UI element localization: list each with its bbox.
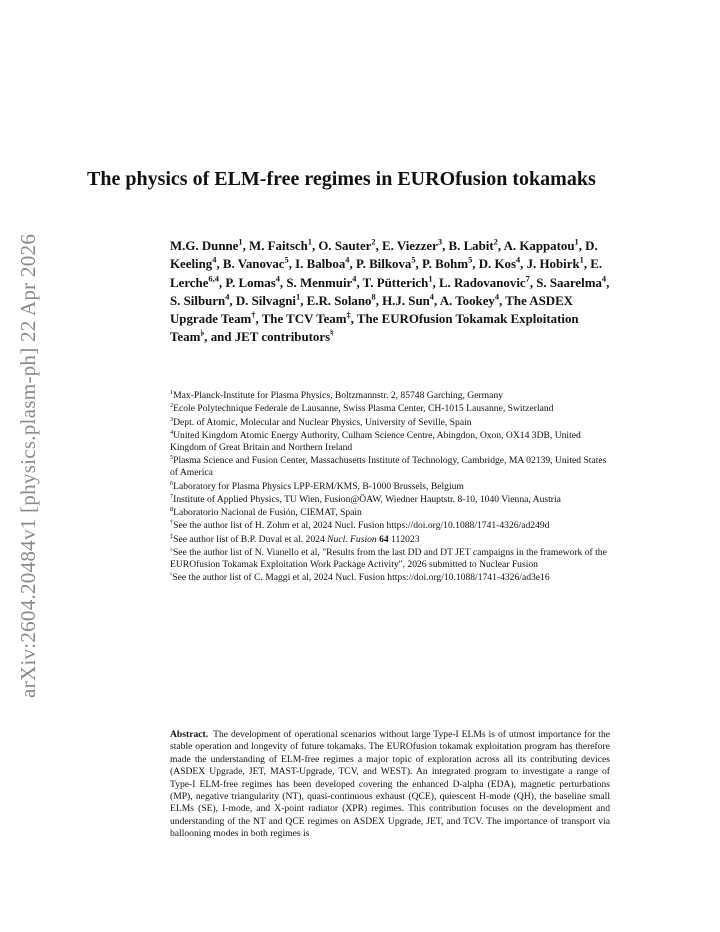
affiliation-text: See author list of B.P. Duval et al. 2024	[173, 533, 328, 545]
affiliation-mark: ‡	[170, 532, 174, 540]
author-name: D. Silvagni	[235, 293, 297, 308]
affiliation-item	[170, 520, 615, 532]
author-name: D. Kos	[478, 257, 516, 272]
author-list: M.G. Dunne$^1$, M. Faitsch$^1$, O. Sauter$^2$, E. Viezzer$^3$, B. Labit$^2$, A. Kappatou$^1$, D. Keeling$^4$, B. Vanovac$^5$, I. Balboa$^4$, P. Bilkova$^5$, P. Bohm$^5$, D. Kos$^4$, J. Hobirk$^1$, E. Lerche$^{6,4}$, P. Lomas$^4$, S. Menmuir$^4$, T. Pütterich$^1$, L. Radovanovic$^7$, S. Saarelma$^4$, S. Silburn$^4$, D. Silvagni$^1$, E.R. Solano$^8$, H.J. Sun$^4$, A. Tookey$^4$, The ASDEX Upgrade Team†, The TCV Team‡, The EUROfusion Tokamak Exploitation Team♭, and JET contributors♮	[170, 237, 610, 345]
arxiv-identifier	[16, 208, 46, 698]
author-affiliation-mark: †	[251, 310, 256, 320]
affiliation-mark: 1	[170, 388, 174, 396]
author-name: E. Viezzer	[382, 239, 438, 253]
author-affiliation-mark: 5	[284, 256, 289, 265]
affiliation-text: Max-Planck-Institute for Plasma Physics, Boltzmannstr. 2, 85748 Garching, Germany	[173, 390, 503, 401]
affiliation-item	[170, 390, 615, 402]
author-affiliation-mark: 1	[579, 256, 584, 265]
affiliation-volume: 64	[379, 533, 389, 545]
author-affiliation-mark: 8	[371, 292, 376, 302]
author-name: S. Menmuir	[286, 275, 353, 290]
author-affiliation-mark: 1	[428, 274, 433, 284]
affiliation-text: Plasma Science and Fusion Center, Massachusetts Institute of Technology, Cambridge, MA 02139, United States of America	[170, 455, 607, 479]
arxiv-identifier-text: arXiv:2604.20484v1 [physics.plasm-ph] 22 Apr 2026	[16, 233, 40, 698]
author-affiliation-mark: 1	[307, 237, 312, 247]
affiliation-item	[170, 481, 615, 493]
affiliation-text: United Kingdom Atomic Energy Authority, Culham Science Centre, Abingdon, Oxon, OX14 3DB, United Kingdom of Great Britain and Northern Ireland	[170, 429, 581, 453]
author-affiliation-mark: 4	[429, 292, 434, 302]
author-name: M.G. Dunne	[170, 239, 239, 253]
author-affiliation-mark: 4	[225, 292, 230, 302]
author-name: T. Pütterich	[362, 275, 429, 290]
affiliation-item	[170, 572, 615, 584]
author-name: L. Radovanovic	[438, 275, 526, 290]
author-affiliation-mark: 4	[352, 274, 357, 284]
author-name: A. Kappatou	[503, 239, 575, 253]
author-affiliation-mark: 2	[371, 237, 376, 247]
author-affiliation-mark: 4	[494, 292, 500, 302]
author-affiliation-mark: 3	[437, 237, 443, 247]
author-name: O. Sauter	[318, 239, 372, 253]
affiliation-pages: 112023	[388, 533, 420, 545]
abstract	[170, 729, 610, 841]
author-name: B. Vanovac	[222, 257, 285, 272]
affiliation-item	[170, 417, 615, 429]
author-name: H.J. Sun	[382, 293, 430, 308]
affiliation-item	[170, 430, 615, 454]
affiliation-text: Ecole Polytechnique Federale de Lausanne, Swiss Plasma Center, CH-1015 Lausanne, Switzerland	[173, 403, 554, 415]
author-affiliation-mark: 2	[493, 237, 498, 247]
abstract-text: The development of operational scenarios without large Type-I ELMs is of utmost importance for the stable operation and longevity of future tokamaks. The EUROfusion tokamak exploitation program has therefore made the understanding of ELM-free regimes a major topic of exploration across all its contributing devices (ASDEX Upgrade, JET, MAST-Upgrade, TCV, and WEST). An integrated program to investigate a range of Type-I ELM-free regimes has been developed covering the enhanced D-alpha (EDA), magnetic perturbations (MP), negative triangularity (NT), quasi-continuous exhaust (QCE), quiescent H-mode (QH), the baseline small ELMs (SE), I-mode, and X-point radiator (XPR) regimes. This contribution focuses on the development and understanding of the NT and QCE regimes on ASDEX Upgrade, JET, and TCV. The importance of transport via ballooning modes in both regimes is	[170, 729, 610, 840]
author-affiliation-mark: 4	[212, 256, 217, 265]
author-affiliation-mark: 4	[601, 274, 607, 284]
affiliation-text: Laboratory for Plasma Physics LPP-ERM/KMS, B-1000 Brussels, Belgium	[173, 480, 464, 492]
affiliation-mark: 4	[170, 428, 174, 436]
author-name: E. Lerche	[170, 257, 603, 290]
author-name: P. Bohm	[421, 257, 469, 272]
author-name: JET contributors	[234, 330, 331, 345]
affiliation-mark: 2	[170, 402, 174, 410]
affiliation-text: Institute of Applied Physics, TU Wien, Fusion@ÖAW, Wiedner Hauptstr. 8-10, 1040 Vienna, Austria	[173, 493, 561, 505]
author-name: B. Labit	[448, 239, 494, 253]
affiliation-item	[170, 455, 615, 479]
affiliation-item	[170, 534, 615, 546]
author-affiliation-mark: 5	[468, 256, 473, 265]
author-affiliation-mark: 1	[238, 237, 243, 247]
affiliation-item	[170, 507, 615, 519]
author-affiliation-mark: 7	[525, 274, 530, 284]
author-affiliation-mark: 4	[345, 256, 350, 265]
abstract-heading: Abstract.	[170, 729, 209, 740]
affiliation-item	[170, 547, 615, 571]
affiliation-mark: ♮	[170, 571, 173, 579]
affiliation-text: Laboratorio Nacional de Fusión, CIEMAT, Spain	[173, 507, 362, 519]
author-affiliation-mark: 1	[574, 237, 579, 247]
author-name: S. Saarelma	[536, 275, 602, 290]
affiliation-mark: 3	[170, 415, 174, 423]
author-affiliation-mark: 4	[275, 274, 280, 284]
author-name: J. Hobirk	[526, 257, 580, 272]
author-affiliation-mark: 6,4	[208, 274, 219, 284]
affiliation-mark: 5	[170, 454, 174, 462]
affiliation-journal: Nucl. Fusion	[327, 533, 377, 545]
affiliations	[170, 390, 615, 586]
author-affiliation-mark: ‡	[346, 310, 351, 320]
author-affiliation-mark: 5	[411, 256, 416, 265]
affiliation-mark: ♭	[170, 545, 173, 553]
author-name: I. Balboa	[295, 257, 346, 272]
author-name: E.R. Solano	[306, 293, 372, 308]
author-name: P. Bilkova	[355, 257, 412, 272]
affiliation-text: See the author list of H. Zohm et al, 2024 Nucl. Fusion https://doi.org/10.1088/1741-4326/ad249d	[173, 520, 550, 532]
author-name: The ASDEX Upgrade Team	[170, 293, 573, 327]
author-name: A. Tookey	[439, 293, 495, 308]
author-name: The EUROfusion Tokamak Exploitation Team	[170, 312, 579, 345]
affiliation-text: Dept. of Atomic, Molecular and Nuclear Physics, University of Seville, Spain	[173, 416, 472, 428]
affiliation-mark: 8	[170, 505, 174, 513]
affiliation-item	[170, 494, 615, 506]
author-affiliation-mark: ♭	[200, 329, 205, 339]
author-affiliation-mark: ♮	[330, 329, 334, 339]
author-name: M. Faitsch	[249, 239, 308, 253]
author-name: D. Keeling	[170, 239, 598, 272]
affiliation-mark: 7	[170, 492, 174, 500]
affiliation-mark: †	[170, 519, 174, 527]
author-affiliation-mark: 1	[296, 292, 301, 302]
author-name: The TCV Team	[261, 312, 347, 327]
author-affiliation-mark: 4	[515, 256, 521, 265]
author-name: S. Silburn	[170, 293, 226, 308]
affiliation-text: See the author list of C. Maggi et al, 2024 Nucl. Fusion https://doi.org/10.1088/1741-4326/ad3e16	[172, 572, 550, 584]
paper-title: The physics of ELM-free regimes in EUROfusion tokamaks	[87, 168, 596, 190]
affiliation-item	[170, 403, 615, 415]
author-name: P. Lomas	[225, 275, 276, 290]
affiliation-text: See the author list of N. Vianello et al, "Results from the last DD and DT JET campaigns in the framework of the EUROfusion Tokamak Exploitation Work Package Activity", 2026 submitted to Nuclear Fusion	[170, 547, 607, 571]
affiliation-mark: 6	[170, 479, 174, 487]
